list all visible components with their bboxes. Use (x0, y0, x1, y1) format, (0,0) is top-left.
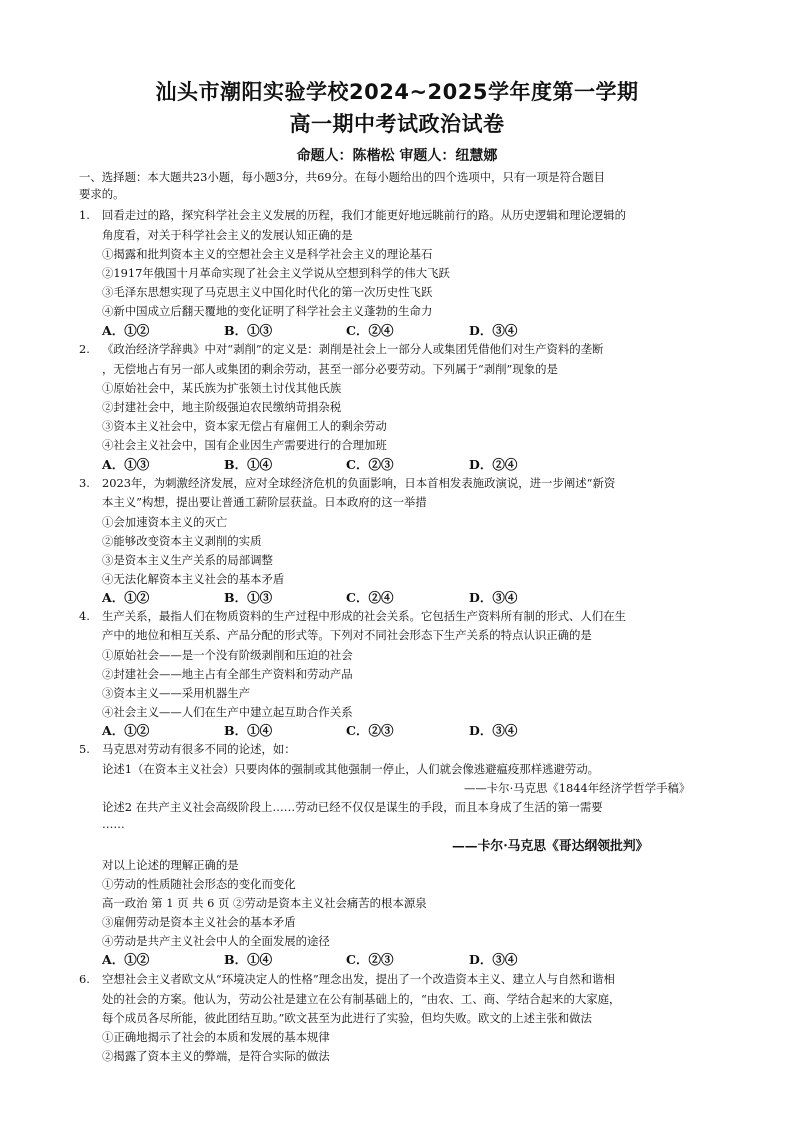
question-item: ③资本主义——采用机器生产 (102, 686, 251, 700)
question-stem-line: 2023年，为刺激经济发展，应对全球经济危机的负面影响，日本首相发表施政演说，进一步阐述“新资 (102, 476, 616, 490)
option-a[interactable]: A．①② (102, 952, 150, 967)
question-number: 2. (79, 342, 90, 356)
question-item: ③是资本主义生产关系的局部调整 (102, 553, 273, 567)
question-stem-line: 回看走过的路，探究科学社会主义发展的历程，我们才能更好地远眺前行的路。从历史逻辑和理论逻辑的 (102, 208, 626, 222)
question-item: ④新中国成立后翻天覆地的变化证明了科学社会主义蓬勃的生命力 (102, 304, 433, 318)
question-number: 6. (79, 972, 90, 986)
quote-source-1: ——卡尔·马克思《1844年经济学哲学手稿》 (464, 781, 691, 795)
question-item: ③资本主义社会中，资本家无偿占有雇佣工人的剩余劳动 (102, 419, 387, 433)
option-b[interactable]: B．①③ (224, 323, 273, 338)
question-item: ③雇佣劳动是资本主义社会的基本矛盾 (102, 915, 296, 929)
question-item: ①会加速资本主义的灭亡 (102, 515, 228, 529)
question-item: ②封建社会——地主占有全部生产资料和劳动产品 (102, 667, 353, 681)
question-stem-line: 《政治经济学辞典》中对“剥削”的定义是：剥削是社会上一部分人或集团凭借他们对生产资料的垄断 (102, 342, 604, 356)
question-item: ④无法化解资本主义社会的基本矛盾 (102, 572, 285, 586)
question-stem-line: 生产关系，最指人们在物质资料的生产过程中形成的社会关系。它包括生产资料所有制的形式、人们在生 (102, 609, 626, 623)
option-a[interactable]: A．①② (102, 323, 150, 338)
question-stem-line: 处的社会的方案。他认为，劳动公社是建立在公有制基础上的，“由农、工、商、学结合起来的大家庭， (102, 992, 621, 1006)
question-stem-line: 角度看，对关于科学社会主义的发展认知正确的是 (102, 228, 353, 242)
quote-source-2: ——卡尔·马克思《哥达纲领批判》 (452, 839, 649, 854)
option-c[interactable]: C．②③ (346, 952, 394, 967)
question-number: 5. (79, 742, 90, 756)
question-item: ④社会主义——人们在生产中建立起互助合作关系 (102, 705, 353, 719)
option-c[interactable]: C．②③ (346, 457, 394, 472)
question-item: ①原始社会中，某氏族为扩张领土讨伐其他氏族 (102, 381, 342, 395)
question-stem-line: 每个成员各尽所能，彼此团结互助。”欧文甚至为此进行了实验，但均失败。欧文的上述主张和做法 (102, 1011, 592, 1025)
quote-thesis-1: 论述1（在资本主义社会）只要肉体的强制或其他强制一停止，人们就会像逃避瘟疫那样逃避劳动。 (102, 762, 600, 776)
option-a[interactable]: A．①② (102, 723, 150, 738)
question-stem-line: 空想社会主义者欧文从“环境决定人的性格”理念出发，提出了一个改造资本主义、建立人与自然和谐相 (102, 972, 615, 986)
option-b[interactable]: B．①④ (224, 952, 273, 967)
question-stem-line: ，无偿地占有另一部人或集团的剩余劳动，甚至一部分必要劳动。下列属于“剥削”现象的是 (102, 362, 558, 376)
option-d[interactable]: D．③④ (469, 323, 518, 338)
question-number: 4. (79, 609, 90, 623)
page-footer-overlap: 高一政治 第 1 页 共 6 页 ②劳动是资本主义社会痛苦的根本源泉 (102, 896, 427, 910)
question-item: ③毛泽东思想实现了马克思主义中国化时代化的第一次历史性飞跃 (102, 285, 433, 299)
question-stem-line: 马克思对劳动有很多不同的论述，如： (102, 742, 296, 756)
question-item: ④社会主义社会中，国有企业因生产需要进行的合理加班 (102, 438, 387, 452)
section-instruction-line2: 要求的。 (79, 187, 125, 201)
exam-title-line1: 汕头市潮阳实验学校2024~2025学年度第一学期 (155, 80, 639, 104)
question-item: ①原始社会——是一个没有阶级剥削和压迫的社会 (102, 648, 353, 662)
option-d[interactable]: D．③④ (469, 952, 518, 967)
question-number: 3. (79, 476, 90, 490)
option-c[interactable]: C．②④ (346, 323, 394, 338)
option-a[interactable]: A．①② (102, 590, 150, 605)
question-item: ②能够改变资本主义剥削的实质 (102, 534, 262, 548)
question-item: ②封建社会中，地主阶级强迫农民缴纳苛捐杂税 (102, 400, 342, 414)
question-stem-line: 本主义”构想，提出要让普通工薪阶层获益。日本政府的这一举措 (102, 495, 427, 509)
option-c[interactable]: C．②④ (346, 590, 394, 605)
option-d[interactable]: D．③④ (469, 723, 518, 738)
quote-thesis-2: 论述2 在共产主义社会高级阶段上……劳动已经不仅仅是谋生的手段，而且本身成了生活的第一需要 (102, 800, 603, 814)
option-a[interactable]: A．①③ (102, 457, 150, 472)
question-item: ②1917年俄国十月革命实现了社会主义学说从空想到科学的伟大飞跃 (102, 266, 450, 280)
question-stem-line: 产中的地位和相互关系、产品分配的形式等。下列对不同社会形态下生产关系的特点认识正确的是 (102, 628, 592, 642)
question-item: ①劳动的性质随社会形态的变化而变化 (102, 877, 296, 891)
question-item: ④劳动是共产主义社会中人的全面发展的途径 (102, 934, 330, 948)
option-d[interactable]: D．②④ (469, 457, 518, 472)
option-d[interactable]: D．③④ (469, 590, 518, 605)
option-b[interactable]: B．①④ (224, 723, 273, 738)
section-instruction-line1: 一、选择题：本大题共23小题，每小题3分，共69分。在每小题给出的四个选项中，只有一项是符合题目 (79, 170, 606, 184)
option-b[interactable]: B．①③ (224, 590, 273, 605)
exam-title-line2: 高一期中考试政治试卷 (289, 112, 505, 136)
option-b[interactable]: B．①④ (224, 457, 273, 472)
question-ask: 对以上论述的理解正确的是 (102, 858, 239, 872)
exam-authors: 命题人：陈楷松 审题人：纽慧娜 (296, 148, 498, 164)
quote-thesis-2-ellipsis: …… (102, 817, 125, 831)
option-c[interactable]: C．②③ (346, 723, 394, 738)
question-item: ①揭露和批判资本主义的空想社会主义是科学社会主义的理论基石 (102, 247, 433, 261)
question-item: ②揭露了资本主义的弊端，是符合实际的做法 (102, 1049, 330, 1063)
question-item: ①正确地揭示了社会的本质和发展的基本规律 (102, 1030, 330, 1044)
question-number: 1. (79, 208, 90, 222)
